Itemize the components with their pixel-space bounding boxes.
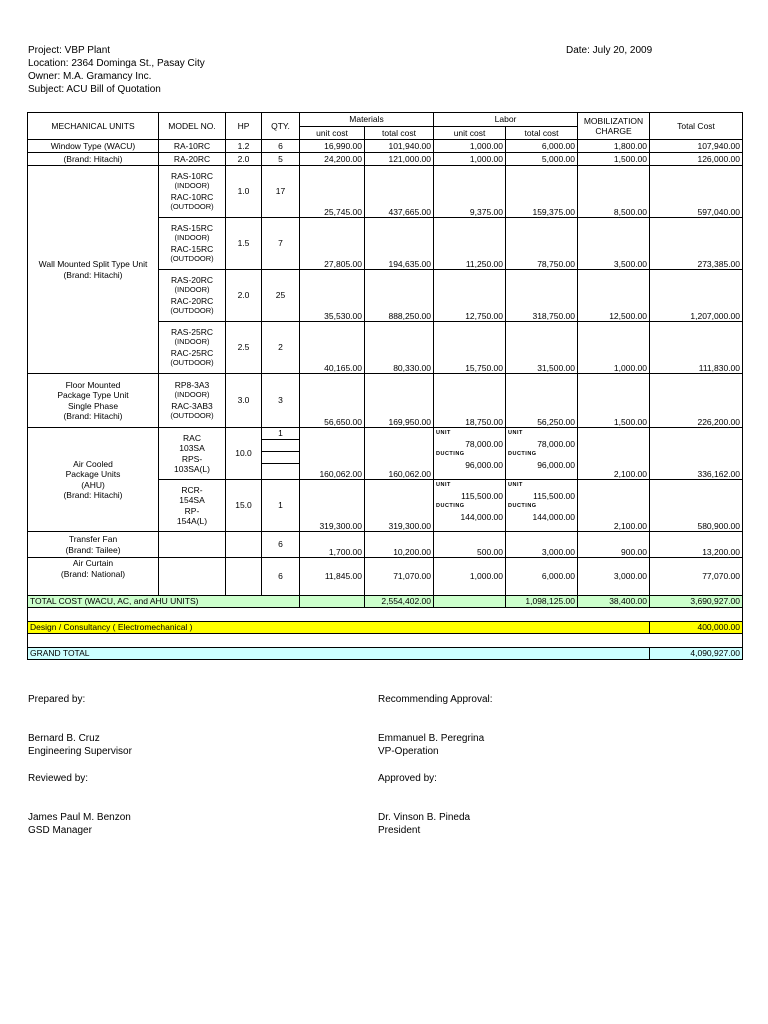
fan-label bbox=[28, 532, 159, 558]
materials-unit-cell: 11,845.00 bbox=[300, 558, 365, 596]
ducting-tag: DUCTING bbox=[436, 503, 465, 509]
materials-total-cell: 80,330.00 bbox=[365, 322, 434, 374]
prepared-by-label: Prepared by: bbox=[28, 694, 86, 705]
labor-total-ducting-value: 96,000.00 bbox=[537, 459, 576, 470]
labor-unit-cell: 1,000.00 bbox=[434, 558, 506, 596]
qty-cell: 6 bbox=[262, 140, 300, 153]
mobilization-cell: 1,800.00 bbox=[578, 140, 650, 153]
model-line: RAC-3AB3 bbox=[171, 400, 213, 411]
header-total-cost: Total Cost bbox=[650, 113, 743, 140]
hp-cell: 1.0 bbox=[226, 166, 262, 218]
spacer-row bbox=[28, 634, 743, 648]
labor-unit-value: 115,500.00 bbox=[461, 490, 504, 501]
mobilization-cell: 900.00 bbox=[578, 532, 650, 558]
curtain-label bbox=[28, 558, 159, 596]
labor-unit-cell: 12,750.00 bbox=[434, 270, 506, 322]
recommending-title: VP-Operation bbox=[378, 746, 439, 757]
model-line: (INDOOR) bbox=[174, 233, 210, 242]
total-materials: 2,554,402.00 bbox=[365, 596, 434, 608]
model-cell bbox=[159, 428, 226, 480]
mobilization-cell: 3,000.00 bbox=[578, 558, 650, 596]
spacer bbox=[28, 608, 743, 622]
unit-tag: UNIT bbox=[508, 482, 523, 488]
materials-total-cell: 169,950.00 bbox=[365, 374, 434, 428]
subject-line: Subject: ACU Bill of Quotation bbox=[28, 84, 161, 95]
labor-total-ducting-value: 144,000.00 bbox=[532, 511, 576, 522]
floor-label bbox=[28, 374, 159, 428]
labor-unit-cell: 9,375.00 bbox=[434, 166, 506, 218]
total-cost-blank bbox=[434, 596, 506, 608]
total-cell: 77,070.00 bbox=[650, 558, 743, 596]
model-line: 154A(L) bbox=[176, 516, 208, 526]
mobilization-cell: 12,500.00 bbox=[578, 270, 650, 322]
fan-label-1: Transfer Fan bbox=[68, 534, 118, 544]
model-line: RAS-10RC bbox=[170, 170, 214, 181]
ahu-label-2: Package Units bbox=[65, 469, 121, 479]
model-cell bbox=[159, 166, 226, 218]
materials-total-cell: 101,940.00 bbox=[365, 140, 434, 153]
grand-total-label: GRAND TOTAL bbox=[28, 648, 650, 660]
mobilization-cell: 8,500.00 bbox=[578, 166, 650, 218]
ahu-label-3: (AHU) bbox=[81, 479, 105, 490]
model-cell bbox=[159, 480, 226, 532]
header-mobilization-line1: MOBILIZATION bbox=[583, 115, 644, 126]
qty-cell: 3 bbox=[262, 374, 300, 428]
total-cell: 13,200.00 bbox=[650, 532, 743, 558]
prepared-by-name: Bernard B. Cruz bbox=[28, 733, 100, 744]
qty-divider bbox=[262, 452, 299, 464]
model-line: 154SA bbox=[179, 495, 205, 505]
grand-total-row bbox=[28, 648, 743, 660]
mobilization-cell: 1,500.00 bbox=[578, 374, 650, 428]
hp-cell: 2.0 bbox=[226, 270, 262, 322]
labor-unit-cell bbox=[434, 480, 506, 532]
approved-by-title: President bbox=[378, 825, 421, 836]
header-materials: Materials bbox=[300, 113, 434, 127]
model-cell bbox=[159, 270, 226, 322]
model-line: RPS- bbox=[181, 453, 203, 464]
hp-cell bbox=[226, 532, 262, 558]
floor-label-4: (Brand: Hitachi) bbox=[63, 411, 123, 421]
model-cell bbox=[159, 532, 226, 558]
qty-cell: 1 bbox=[262, 480, 300, 532]
total-cell: 1,207,000.00 bbox=[650, 270, 743, 322]
floor-label-2: Package Type Unit bbox=[57, 390, 129, 400]
design-label: Design / Consultancy ( Electromechanical ) bbox=[28, 622, 650, 634]
mobilization-cell: 3,500.00 bbox=[578, 218, 650, 270]
header-labor-unit-cost: unit cost bbox=[434, 127, 506, 140]
header-materials-total-cost: total cost bbox=[365, 127, 434, 140]
model-line: RAC-15RC bbox=[170, 243, 214, 254]
model-cell bbox=[159, 374, 226, 428]
total-cell: 597,040.00 bbox=[650, 166, 743, 218]
qty-value: 1 bbox=[262, 428, 299, 440]
fan-label-2: (Brand: Tailee) bbox=[65, 544, 121, 555]
grand-total-value: 4,090,927.00 bbox=[650, 648, 743, 660]
ducting-tag: DUCTING bbox=[436, 451, 465, 457]
unit-tag: UNIT bbox=[508, 430, 523, 436]
reviewed-by-name: James Paul M. Benzon bbox=[28, 812, 131, 823]
date-line: Date: July 20, 2009 bbox=[566, 45, 653, 56]
header-materials-unit-cost: unit cost bbox=[300, 127, 365, 140]
labor-unit-value: 78,000.00 bbox=[465, 438, 504, 449]
materials-unit-cell: 16,990.00 bbox=[300, 140, 365, 153]
labor-total-cell: 159,375.00 bbox=[506, 166, 578, 218]
model-cell bbox=[159, 558, 226, 596]
approved-by-name: Dr. Vinson B. Pineda bbox=[378, 812, 471, 823]
header-mobilization bbox=[578, 113, 650, 140]
model-line: (OUTDOOR) bbox=[170, 358, 214, 367]
model-cell bbox=[159, 322, 226, 374]
total-grand-units: 3,690,927.00 bbox=[650, 596, 743, 608]
mobilization-cell: 2,100.00 bbox=[578, 480, 650, 532]
ducting-tag: DUCTING bbox=[508, 451, 537, 457]
labor-ducting-value: 144,000.00 bbox=[460, 511, 504, 522]
total-cell: 107,940.00 bbox=[650, 140, 743, 153]
location-line: Location: 2364 Dominga St., Pasay City bbox=[28, 58, 205, 69]
total-cost-label: TOTAL COST (WACU, AC, and AHU UNITS) bbox=[28, 596, 300, 608]
recommending-name: Emmanuel B. Peregrina bbox=[378, 733, 485, 744]
total-cell: 580,900.00 bbox=[650, 480, 743, 532]
total-cell: 273,385.00 bbox=[650, 218, 743, 270]
model-line: (INDOOR) bbox=[174, 337, 210, 346]
prepared-by-title: Engineering Supervisor bbox=[28, 746, 132, 757]
labor-total-cell: 6,000.00 bbox=[506, 140, 578, 153]
materials-unit-cell: 24,200.00 bbox=[300, 153, 365, 166]
model-line: 103SA bbox=[179, 443, 205, 453]
ducting-tag: DUCTING bbox=[508, 503, 537, 509]
materials-unit-cell: 40,165.00 bbox=[300, 322, 365, 374]
total-cell: 226,200.00 bbox=[650, 374, 743, 428]
materials-total-cell: 121,000.00 bbox=[365, 153, 434, 166]
split-label-2: (Brand: Hitachi) bbox=[63, 269, 123, 280]
table-row bbox=[28, 558, 743, 596]
hp-cell: 15.0 bbox=[226, 480, 262, 532]
labor-total-cell: 3,000.00 bbox=[506, 532, 578, 558]
ahu-label-1: Air Cooled bbox=[73, 458, 113, 469]
hp-cell bbox=[226, 558, 262, 596]
model-line: RAC bbox=[183, 432, 201, 443]
model-line: RAS-25RC bbox=[170, 326, 214, 337]
model-cell bbox=[159, 218, 226, 270]
unit-tag: UNIT bbox=[436, 430, 451, 436]
hp-cell: 1.5 bbox=[226, 218, 262, 270]
materials-unit-cell: 25,745.00 bbox=[300, 166, 365, 218]
model-line: RAS-15RC bbox=[170, 222, 214, 233]
model-line: RAC-25RC bbox=[170, 347, 214, 358]
total-cost-row bbox=[28, 596, 743, 608]
bill-of-quotation-table bbox=[27, 112, 742, 660]
materials-unit-cell: 1,700.00 bbox=[300, 532, 365, 558]
hp-cell: 3.0 bbox=[226, 374, 262, 428]
qty-cell: 6 bbox=[262, 558, 300, 596]
qty-cell: 6 bbox=[262, 532, 300, 558]
hp-cell: 2.0 bbox=[226, 153, 262, 166]
model-line: RP- bbox=[184, 505, 200, 516]
materials-unit-cell: 27,805.00 bbox=[300, 218, 365, 270]
model-line: (INDOOR) bbox=[174, 181, 210, 190]
unit-tag: UNIT bbox=[436, 482, 451, 488]
owner-line: Owner: M.A. Gramancy Inc. bbox=[28, 71, 152, 82]
split-label-1: Wall Mounted Split Type Unit bbox=[38, 259, 148, 269]
design-row bbox=[28, 622, 743, 634]
reviewed-by-title: GSD Manager bbox=[28, 825, 92, 836]
labor-ducting-value: 96,000.00 bbox=[465, 459, 504, 470]
header-mobilization-line2: CHARGE bbox=[595, 126, 632, 136]
header-qty: QTY. bbox=[262, 113, 300, 140]
labor-total-unit-value: 78,000.00 bbox=[537, 438, 576, 449]
materials-unit-cell: 160,062.00 bbox=[300, 428, 365, 480]
materials-total-cell: 10,200.00 bbox=[365, 532, 434, 558]
labor-unit-cell: 500.00 bbox=[434, 532, 506, 558]
model-line: RCR- bbox=[181, 484, 203, 495]
qty-cell bbox=[262, 428, 300, 480]
model-line: RP8-3A3 bbox=[174, 379, 210, 390]
labor-total-cell bbox=[506, 480, 578, 532]
model-line: (OUTDOOR) bbox=[170, 411, 214, 420]
total-mobilization: 38,400.00 bbox=[578, 596, 650, 608]
labor-total-unit-value: 115,500.00 bbox=[533, 490, 576, 501]
materials-unit-cell: 319,300.00 bbox=[300, 480, 365, 532]
header-labor-total-cost: total cost bbox=[506, 127, 578, 140]
mobilization-cell: 1,000.00 bbox=[578, 322, 650, 374]
table-row bbox=[28, 428, 743, 480]
model-line: (OUTDOOR) bbox=[170, 306, 214, 315]
total-cell: 336,162.00 bbox=[650, 428, 743, 480]
qty-cell: 5 bbox=[262, 153, 300, 166]
design-total: 400,000.00 bbox=[650, 622, 743, 634]
model-line: (INDOOR) bbox=[174, 390, 210, 399]
model-line: (OUTDOOR) bbox=[170, 202, 214, 211]
total-cell: 126,000.00 bbox=[650, 153, 743, 166]
table-row bbox=[28, 166, 743, 218]
wacu-label-2: (Brand: Hitachi) bbox=[28, 153, 159, 166]
ahu-label-4: (Brand: Hitachi) bbox=[63, 490, 123, 500]
labor-unit-cell bbox=[434, 428, 506, 480]
labor-total-cell: 78,750.00 bbox=[506, 218, 578, 270]
model-line: RAC-10RC bbox=[170, 191, 214, 202]
model-cell: RA-20RC bbox=[159, 153, 226, 166]
header-hp: HP bbox=[226, 113, 262, 140]
materials-unit-cell: 56,650.00 bbox=[300, 374, 365, 428]
labor-total-cell: 31,500.00 bbox=[506, 322, 578, 374]
labor-unit-cell: 18,750.00 bbox=[434, 374, 506, 428]
labor-unit-cell: 1,000.00 bbox=[434, 153, 506, 166]
labor-total-cell: 5,000.00 bbox=[506, 153, 578, 166]
model-line: (INDOOR) bbox=[174, 285, 210, 294]
labor-unit-cell: 1,000.00 bbox=[434, 140, 506, 153]
labor-total-cell: 6,000.00 bbox=[506, 558, 578, 596]
hp-cell: 1.2 bbox=[226, 140, 262, 153]
header-model-no: MODEL NO. bbox=[159, 113, 226, 140]
table-row bbox=[28, 374, 743, 428]
reviewed-by-label: Reviewed by: bbox=[28, 773, 89, 784]
curtain-label-1: Air Curtain bbox=[72, 558, 114, 568]
model-line: (OUTDOOR) bbox=[170, 254, 214, 263]
table-row bbox=[28, 140, 743, 153]
labor-unit-cell: 11,250.00 bbox=[434, 218, 506, 270]
materials-total-cell: 71,070.00 bbox=[365, 558, 434, 596]
labor-unit-cell: 15,750.00 bbox=[434, 322, 506, 374]
spacer bbox=[28, 634, 743, 648]
model-cell: RA-10RC bbox=[159, 140, 226, 153]
model-line: RAC-20RC bbox=[170, 295, 214, 306]
table-row bbox=[28, 153, 743, 166]
model-line: RAS-20RC bbox=[170, 274, 214, 285]
mobilization-cell: 1,500.00 bbox=[578, 153, 650, 166]
materials-total-cell: 888,250.00 bbox=[365, 270, 434, 322]
total-cost-blank bbox=[300, 596, 365, 608]
total-cell: 111,830.00 bbox=[650, 322, 743, 374]
qty-cell: 25 bbox=[262, 270, 300, 322]
materials-unit-cell: 35,530.00 bbox=[300, 270, 365, 322]
total-labor: 1,098,125.00 bbox=[506, 596, 578, 608]
spacer-row bbox=[28, 608, 743, 622]
recommending-approval-label: Recommending Approval: bbox=[378, 694, 493, 705]
mobilization-cell: 2,100.00 bbox=[578, 428, 650, 480]
materials-total-cell: 194,635.00 bbox=[365, 218, 434, 270]
approved-by-label: Approved by: bbox=[378, 773, 437, 784]
floor-label-3: Single Phase bbox=[67, 400, 119, 411]
curtain-label-2: (Brand: National) bbox=[60, 568, 126, 579]
qty-cell: 2 bbox=[262, 322, 300, 374]
hp-cell: 10.0 bbox=[226, 428, 262, 480]
labor-total-cell: 318,750.00 bbox=[506, 270, 578, 322]
qty-divider bbox=[262, 440, 299, 452]
project-line: Project: VBP Plant bbox=[28, 45, 111, 56]
ahu-label bbox=[28, 428, 159, 532]
labor-total-cell: 56,250.00 bbox=[506, 374, 578, 428]
wacu-label-1: Window Type (WACU) bbox=[28, 140, 159, 153]
qty-cell: 17 bbox=[262, 166, 300, 218]
table-row bbox=[28, 532, 743, 558]
materials-total-cell: 160,062.00 bbox=[365, 428, 434, 480]
hp-cell: 2.5 bbox=[226, 322, 262, 374]
materials-total-cell: 437,665.00 bbox=[365, 166, 434, 218]
header-labor: Labor bbox=[434, 113, 578, 127]
qty-cell: 7 bbox=[262, 218, 300, 270]
materials-total-cell: 319,300.00 bbox=[365, 480, 434, 532]
floor-label-1: Floor Mounted bbox=[65, 379, 121, 390]
labor-total-cell bbox=[506, 428, 578, 480]
split-label bbox=[28, 166, 159, 374]
header-mechanical-units: MECHANICAL UNITS bbox=[28, 113, 159, 140]
model-line: 103SA(L) bbox=[174, 464, 210, 474]
